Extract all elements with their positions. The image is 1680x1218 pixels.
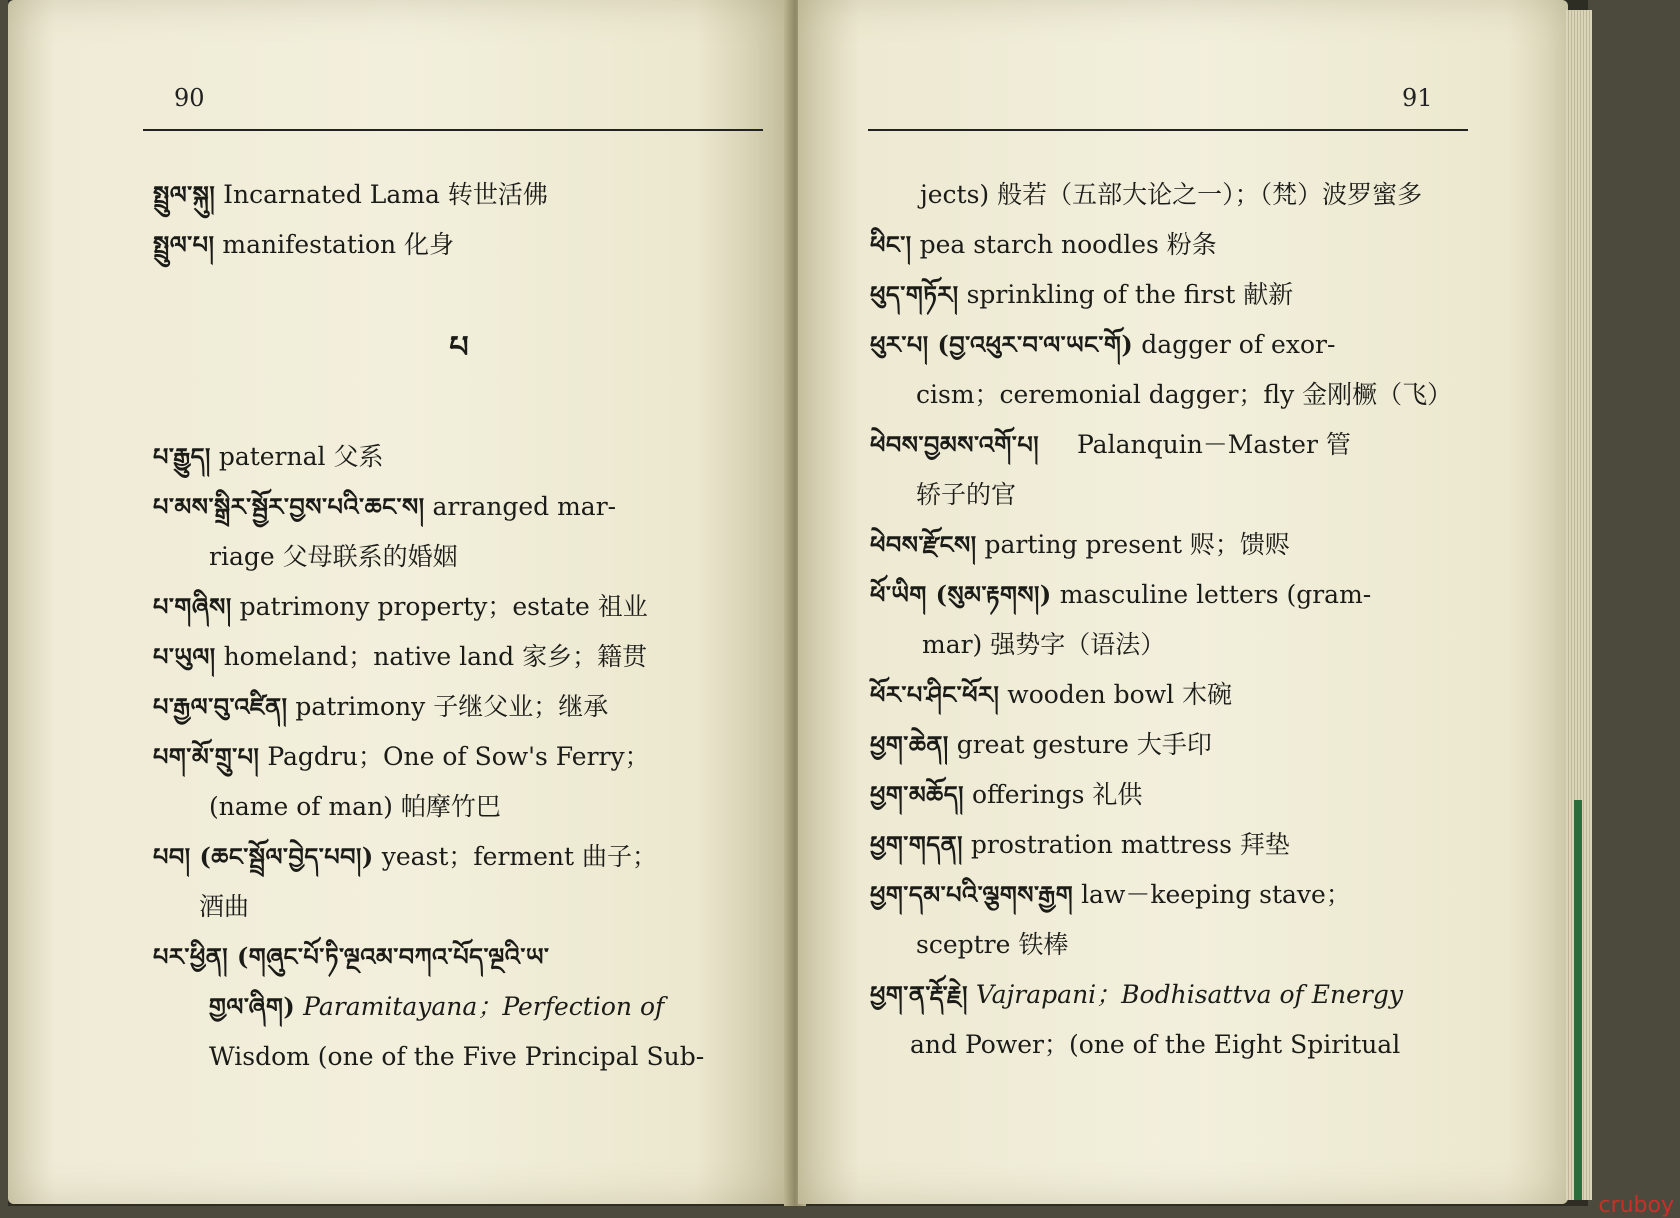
entry-definition: paternal 父系	[218, 442, 384, 471]
tibetan-headword: སྤྲུལ་སྐུ།	[153, 180, 216, 209]
dictionary-entry	[153, 932, 765, 982]
entry-continuation: sceptre 铁棒	[916, 930, 1069, 959]
entry-definition: manifestation 化身	[222, 230, 455, 259]
entries-right	[870, 170, 1470, 1070]
dictionary-entry-continuation	[153, 1032, 765, 1082]
dictionary-entry	[870, 420, 1470, 520]
entry-definition: Vajrapani；Bodhisattva of Energy	[975, 980, 1403, 1009]
tibetan-headword: ཕྱག་ཆེན།	[870, 730, 949, 759]
tibetan-headword: པ་གཞིས།	[153, 592, 232, 621]
entry-continuation: riage 父母联系的婚姻	[209, 542, 458, 571]
dictionary-entry	[153, 732, 765, 832]
entry-definition: great gesture 大手印	[956, 730, 1212, 759]
entry-continuation: mar) 强势字（语法）	[922, 630, 1166, 659]
entry-definition: sprinkling of the first 献新	[966, 280, 1294, 309]
entry-definition: yeast；ferment 曲子；	[381, 842, 657, 871]
entry-definition: homeland；native land 家乡；籍贯	[223, 642, 648, 671]
dictionary-entry	[153, 432, 765, 482]
dictionary-entry	[870, 570, 1470, 670]
entry-definition: wooden bowl 木碗	[1007, 680, 1233, 709]
entry-continuation: (name of man) 帕摩竹巴	[209, 792, 501, 821]
dictionary-entry	[870, 320, 1470, 420]
entry-definition: pea starch noodles 粉条	[919, 230, 1217, 259]
entry-definition: prostration mattress 拜垫	[970, 830, 1290, 859]
tibetan-headword: སྤྲུལ་པ།	[153, 230, 215, 259]
dictionary-entry	[870, 970, 1470, 1070]
entry-definition: patrimony 子继父业；继承	[295, 692, 609, 721]
tibetan-headword: གྱལ་ཞིག)	[209, 992, 296, 1021]
page-number-left: 90	[174, 84, 205, 112]
page-number-right: 91	[1402, 84, 1433, 112]
entry-definition: Pagdru；One of Sow's Ferry；	[267, 742, 650, 771]
open-book	[8, 0, 1588, 1206]
dictionary-entry	[870, 870, 1470, 970]
dictionary-entry	[870, 520, 1470, 570]
entry-definition: offerings 礼供	[971, 780, 1143, 809]
tibetan-headword: ཕྱག་ན་རྡོ་རྗེ།	[870, 980, 968, 1009]
entry-definition: dagger of exor-	[1141, 330, 1336, 359]
tibetan-headword: ཕྱག་དམ་པའི་ལྕགས་རྒྱག	[870, 880, 1074, 909]
entry-definition: parting present 赆；馈赆	[984, 530, 1290, 559]
right-page	[798, 0, 1568, 1204]
dictionary-entry	[153, 582, 765, 632]
entry-continuation: cism；ceremonial dagger；fly 金刚橛（飞）	[916, 380, 1453, 409]
tibetan-headword: ཕུར་པ། (བྱ་འཕུར་བ་ལ་ཡང་གོ)	[870, 330, 1134, 359]
entry-definition: Incarnated Lama 转世活佛	[223, 180, 548, 209]
dictionary-entry	[870, 770, 1470, 820]
entry-continuation: 轿子的官	[916, 480, 1017, 509]
entry-definition: patrimony property；estate 祖业	[239, 592, 648, 621]
dictionary-entry-continuation	[870, 170, 1470, 220]
entry-continuation: 酒曲	[199, 892, 250, 921]
entry-definition: law－keeping stave；	[1081, 880, 1351, 909]
entry-definition: masculine letters (gram-	[1059, 580, 1372, 609]
header-rule-left	[143, 129, 763, 131]
entry-definition: jects) 般若（五部大论之一）；（梵）波罗蜜多	[920, 180, 1423, 209]
entry-definition: Wisdom (one of the Five Principal Sub-	[209, 1042, 705, 1071]
tibetan-headword: ཕྱག་གདན།	[870, 830, 963, 859]
tibetan-headword: པ་རྒྱལ་བུ་འཛིན།	[153, 692, 288, 721]
tibetan-headword: པབ། (ཆང་སྦྲོལ་བྱེད་པབ།)	[153, 842, 374, 871]
tibetan-headword: པར་ཕྱིན། (གཞུང་པོ་ཏི་ལྔའམ་བཀའ་པོད་ལྔའི་ཡ་	[153, 942, 550, 971]
entry-definition: arranged mar-	[432, 492, 617, 521]
tibetan-headword: པ་རྒྱུད།	[153, 442, 211, 471]
tibetan-headword: པ་མས་སྒྲིར་སྦྱོར་བྱས་པའི་ཆང་ས།	[153, 492, 425, 521]
entry-continuation: and Power；(one of the Eight Spiritual	[910, 1030, 1401, 1059]
dictionary-entry	[870, 220, 1470, 270]
entry-definition: Paramitayana；Perfection of	[303, 992, 665, 1021]
entries-left	[153, 170, 765, 1082]
tibetan-headword: པག་མོ་གྲུ་པ།	[153, 742, 260, 771]
dictionary-entry	[870, 670, 1470, 720]
dictionary-entry	[153, 220, 765, 270]
tibetan-headword: ཕོར་པ་ཤིང་ཕོར།	[870, 680, 1000, 709]
letter-section-heading: པ	[449, 330, 469, 365]
book-cover-edge	[1574, 800, 1582, 1200]
dictionary-entry	[153, 170, 765, 220]
dictionary-entry	[870, 270, 1470, 320]
tibetan-headword: ཕེབས་རྫོངས།	[870, 530, 977, 559]
tibetan-headword: ཕིང་།	[870, 230, 912, 259]
tibetan-headword: ཕེབས་བྱམས་འགོ་པ།	[870, 430, 1040, 459]
header-rule-right	[868, 129, 1468, 131]
entry-definition: Palanquin－Master 管	[1076, 430, 1351, 459]
tibetan-headword: པ་ཡུལ།	[153, 642, 216, 671]
dictionary-entry	[153, 832, 765, 932]
dictionary-entry	[153, 482, 765, 582]
tibetan-headword: ཕོ་ཡིག (སུམ་རྟགས།)	[870, 580, 1052, 609]
dictionary-entry-continuation	[153, 982, 765, 1032]
tibetan-headword: ཕྱག་མཆོད།	[870, 780, 964, 809]
tibetan-headword: ཕུད་གཏོར།	[870, 280, 959, 309]
left-page	[8, 0, 790, 1204]
dictionary-entry	[870, 720, 1470, 770]
watermark-text: cruboy	[1598, 1193, 1674, 1218]
dictionary-entry	[153, 682, 765, 732]
dictionary-entry	[153, 632, 765, 682]
dictionary-entry	[870, 820, 1470, 870]
